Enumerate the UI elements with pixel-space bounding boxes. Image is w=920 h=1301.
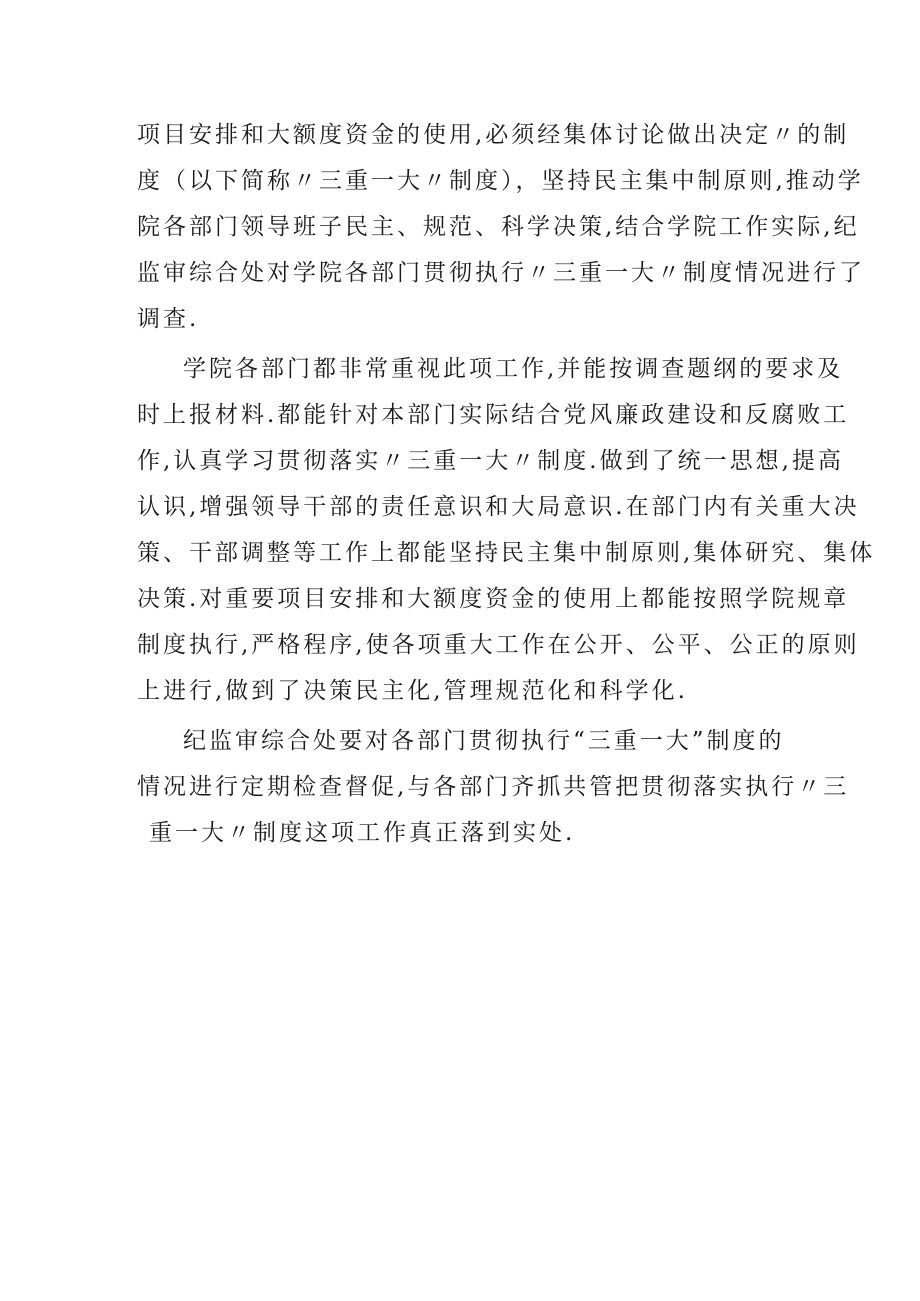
text-line: 监审综合处对学院各部门贯彻执行〃三重一大〃制度情况进行了	[137, 260, 865, 286]
text-line: 学院各部门都非常重视此项工作,并能按调查题纲的要求及	[183, 356, 844, 382]
text-line: 上进行,做到了决策民主化,管理规范化和科学化.	[137, 678, 688, 704]
text-line: 认识,增强领导干部的责任意识和大局意识.在部门内有关重大决	[137, 494, 860, 520]
text-line: 重一大〃制度这项工作真正落到实处.	[149, 820, 576, 846]
text-line: 纪监审综合处要对各部门贯彻执行“三重一大”制度的	[183, 728, 785, 754]
paragraph-1	[137, 112, 865, 342]
text-line: 策、干部调整等工作上都能坚持民主集中制原则,集体研究、集体	[137, 540, 876, 566]
document-body	[137, 112, 876, 856]
text-line: 院各部门领导班子民主、规范、科学决策,结合学院工作实际,纪	[137, 214, 860, 240]
text-line: 作,认真学习贯彻落实〃三重一大〃制度.做到了统一思想,提高	[137, 448, 844, 474]
text-line: 项目安排和大额度资金的使用,必须经集体讨论做出决定〃的制	[137, 122, 850, 148]
text-line: 时上报材料.都能针对本部门实际结合党风廉政建设和反腐败工	[137, 402, 850, 428]
text-line: 决策.对重要项目安排和大额度资金的使用上都能按照学院规章	[137, 586, 850, 612]
text-line: 调查.	[137, 306, 200, 332]
text-line: 度（以下简称〃三重一大〃制度），坚持民主集中制原则,推动学	[137, 168, 864, 194]
text-line: 制度执行,严格程序,使各项重大工作在公开、公平、公正的原则	[137, 632, 860, 658]
paragraph-2	[137, 346, 876, 714]
text-line: 情况进行定期检查督促,与各部门齐抓共管把贯彻落实执行〃三	[137, 774, 850, 800]
paragraph-3	[137, 718, 850, 856]
